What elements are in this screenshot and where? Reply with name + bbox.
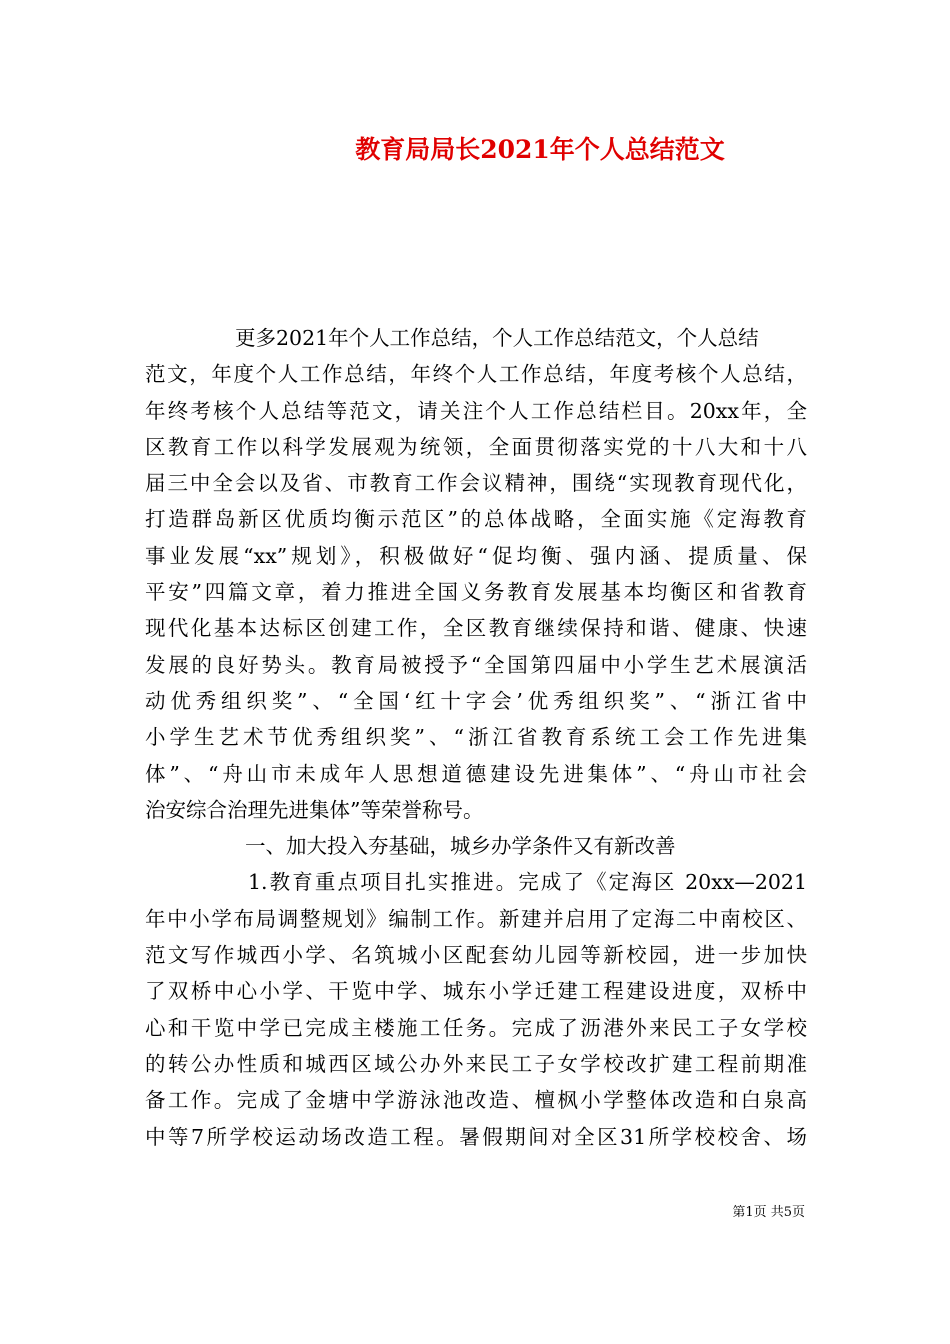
paragraph-line: 发展的良好势头。教育局被授予“全国第四届中小学生艺术展演活 <box>145 652 807 677</box>
paragraph-line: 了双桥中心小学、干览中学、城东小学迁建工程建设进度，双桥中 <box>145 979 807 1004</box>
paragraph-line: 范文，年度个人工作总结，年终个人工作总结，年度考核个人总结， <box>145 362 807 387</box>
paragraph-line: 区教育工作以科学发展观为统领，全面贯彻落实党的十八大和十八 <box>145 434 807 459</box>
paragraph-line: 备工作。完成了金塘中学游泳池改造、檀枫小学整体改造和白泉高 <box>145 1088 807 1113</box>
section-heading: 一、加大投入夯基础，城乡办学条件又有新改善 <box>245 834 676 859</box>
paragraph-line: 年终考核个人总结等范文，请关注个人工作总结栏目。20xx年，全 <box>145 398 807 423</box>
paragraph-line: 届三中全会以及省、市教育工作会议精神，围绕“实现教育现代化， <box>145 471 807 496</box>
paragraph-line: 事业发展“xx”规划》，积极做好“促均衡、强内涵、提质量、保 <box>145 543 807 568</box>
document-body <box>145 320 807 1155</box>
paragraph-line: 治安综合治理先进集体”等荣誉称号。 <box>145 797 484 822</box>
paragraph-line: 体”、“舟山市未成年人思想道德建设先进集体”、“舟山市社会 <box>145 761 807 786</box>
paragraph-line: 小学生艺术节优秀组织奖”、“浙江省教育系统工会工作先进集 <box>145 725 807 750</box>
paragraph-line: 年中小学布局调整规划》编制工作。新建并启用了定海二中南校区、 <box>145 906 807 931</box>
paragraph-line: 动优秀组织奖”、“全国‘红十字会’优秀组织奖”、“浙江省中 <box>145 688 807 713</box>
paragraph-line: 打造群岛新区优质均衡示范区”的总体战略，全面实施《定海教育 <box>145 507 807 532</box>
document-title <box>0 132 950 168</box>
paragraph-line: 更多2021年个人工作总结，个人工作总结范文，个人总结 <box>235 326 759 350</box>
paragraph-line: 的转公办性质和城西区域公办外来民工子女学校改扩建工程前期准 <box>145 1051 807 1076</box>
paragraph-line: 平安”四篇文章，着力推进全国义务教育发展基本均衡区和省教育 <box>145 580 807 605</box>
page-number-footer: 第1页 共5页 <box>732 1205 805 1220</box>
document-title-text: 教育局局长2021年个人总结范文 <box>355 135 725 164</box>
paragraph-line: 心和干览中学已完成主楼施工任务。完成了沥港外来民工子女学校 <box>145 1015 807 1040</box>
paragraph-line: 1.教育重点项目扎实推进。完成了《定海区 20xx—2021 <box>248 870 807 895</box>
paragraph-line: 范文写作城西小学、名筑城小区配套幼儿园等新校园，进一步加快 <box>145 943 807 968</box>
paragraph-line: 现代化基本达标区创建工作，全区教育继续保持和谐、健康、快速 <box>145 616 807 641</box>
paragraph-line: 中等7所学校运动场改造工程。暑假期间对全区31所学校校舍、场 <box>145 1124 807 1149</box>
